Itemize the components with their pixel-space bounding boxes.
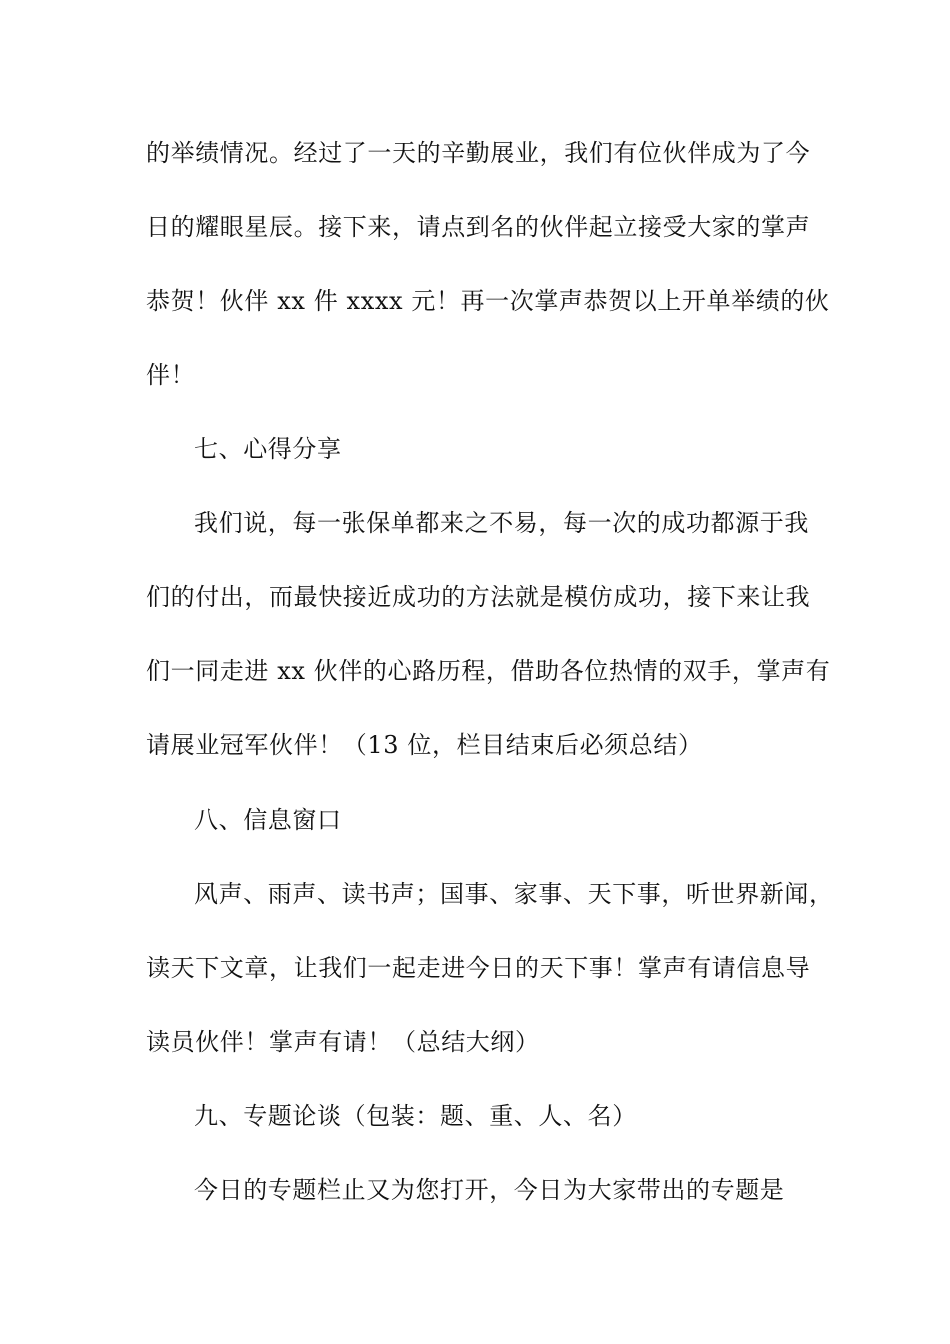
paragraph-line: 们一同走进 xx 伙伴的心路历程，借助各位热情的双手，掌声有	[146, 657, 831, 685]
paragraph-line: 们的付出，而最快接近成功的方法就是模仿成功，接下来让我	[146, 583, 811, 611]
paragraph-line: 今日的专题栏止又为您打开，今日为大家带出的专题是	[194, 1176, 785, 1204]
paragraph-line: 日的耀眼星辰。接下来，请点到名的伙伴起立接受大家的掌声	[146, 213, 811, 241]
section-heading-xinde: 七、心得分享	[194, 435, 342, 463]
paragraph-line: 读天下文章，让我们一起走进今日的天下事！掌声有请信息导	[146, 954, 811, 982]
paragraph-line: 伴！	[146, 361, 196, 389]
paragraph-line: 的举绩情况。经过了一天的辛勤展业，我们有位伙伴成为了今	[146, 139, 811, 167]
section-heading-zhuanti: 九、专题论谈（包装：题、重、人、名）	[194, 1102, 637, 1130]
paragraph-line: 请展业冠军伙伴！（13 位，栏目结束后必须总结）	[146, 731, 703, 759]
paragraph-line: 风声、雨声、读书声；国事、家事、天下事，听世界新闻，	[194, 880, 834, 908]
paragraph-line: 恭贺！伙伴 xx 件 xxxx 元！再一次掌声恭贺以上开单举绩的伙	[146, 287, 830, 315]
section-heading-xinxi: 八、信息窗口	[194, 806, 342, 834]
paragraph-line: 我们说，每一张保单都来之不易，每一次的成功都源于我	[194, 509, 809, 537]
paragraph-line: 读员伙伴！掌声有请！（总结大纲）	[146, 1028, 540, 1056]
